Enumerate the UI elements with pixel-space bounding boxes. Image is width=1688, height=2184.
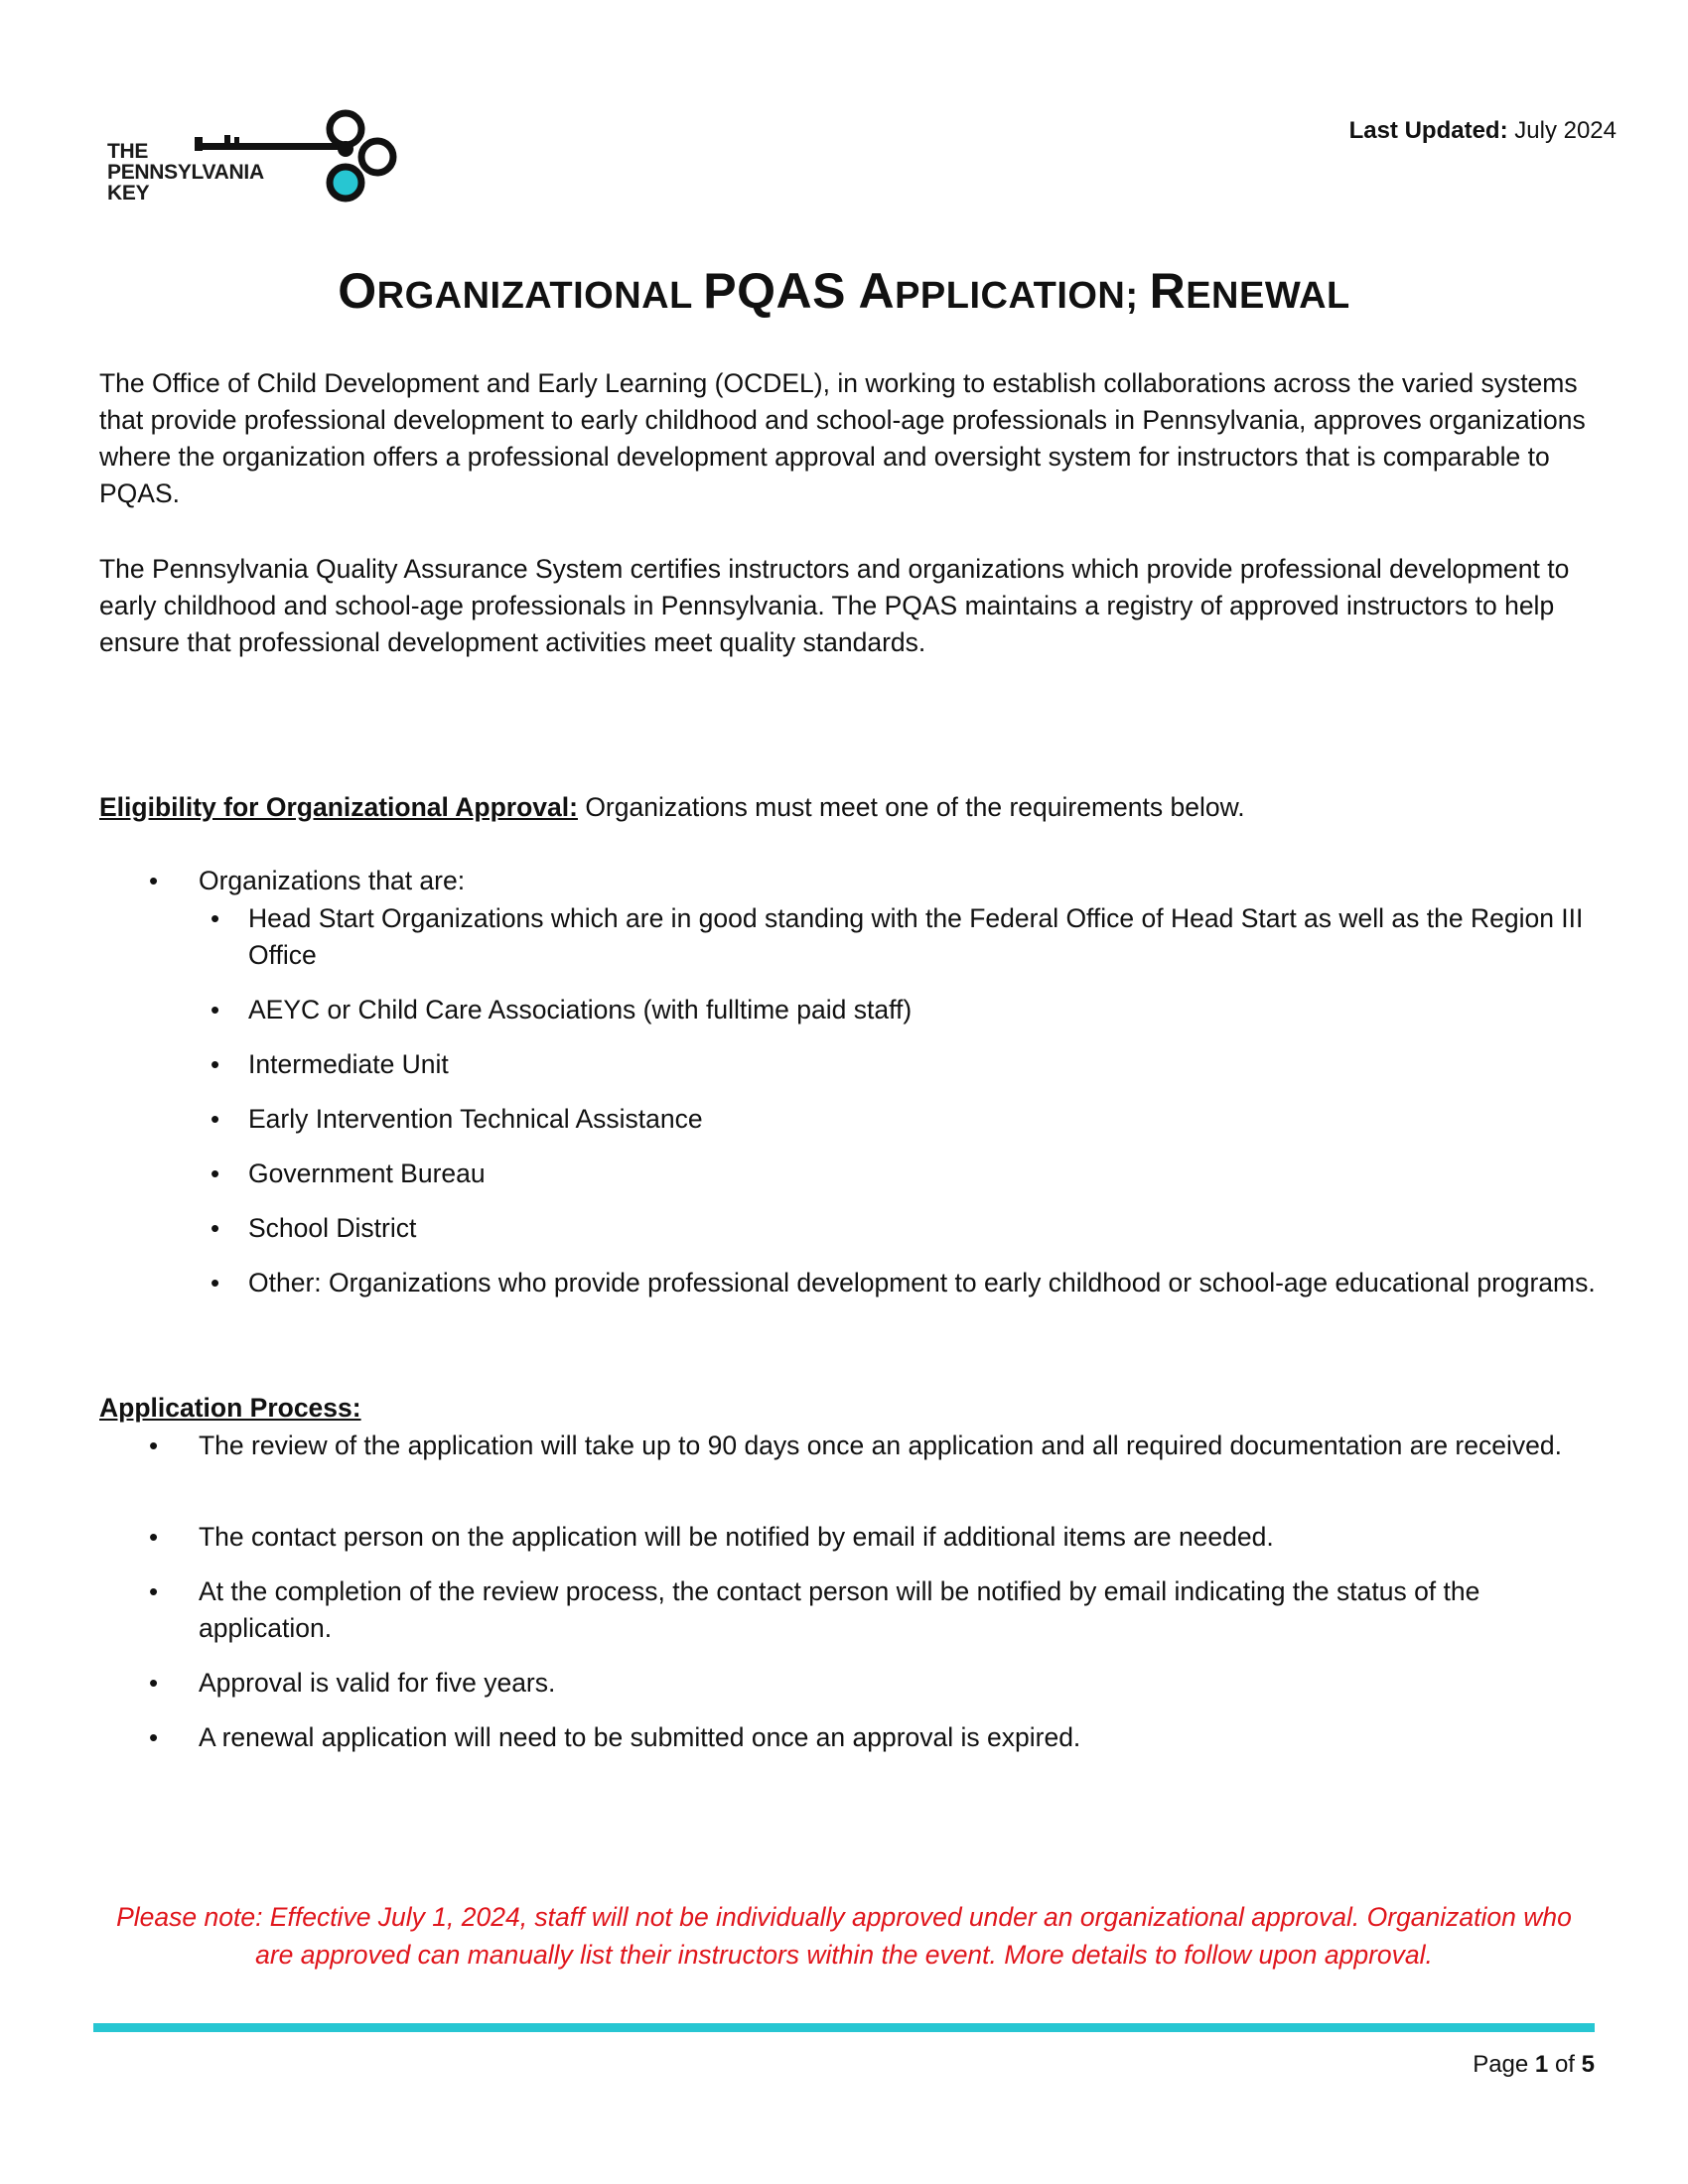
eligibility-text: Organizations must meet one of the requirements below. (577, 792, 1245, 822)
last-updated-value: July 2024 (1507, 117, 1617, 144)
logo-line-2: PENNSYLVANIA (107, 161, 264, 184)
eligibility-line (99, 789, 1628, 826)
pennsylvania-key-logo (107, 99, 405, 208)
logo-line-1: THE (107, 140, 149, 163)
bullet-icon (149, 1428, 189, 1464)
bullet-icon (211, 1046, 250, 1083)
effective-date-note (0, 1898, 1688, 1974)
bullet-icon (211, 1101, 250, 1138)
bullet-icon (211, 1210, 250, 1247)
bullet-icon (149, 1519, 189, 1556)
bullet-icon (211, 1156, 250, 1192)
logo-line-3: KEY (107, 182, 150, 205)
bullet-icon (211, 900, 250, 937)
bullet-icon (149, 1719, 189, 1756)
bullet-icon (149, 863, 189, 899)
intro-paragraph-1: The Office of Child Development and Early Learning (OCDEL), in working to establish collaborations across the varied systems that provide professional development to early childhood and school-age professionals in Pennsylvania, approves organizations where the organization offers a professional development approval and oversight system for instructors that is comparable to PQAS. (99, 368, 1586, 508)
page-number: Page 1 of 5 (1473, 2051, 1595, 2078)
process-heading: Application Process: (99, 1393, 361, 1423)
process-heading-line (99, 1390, 1628, 1427)
footer-divider (93, 2023, 1595, 2032)
bullet-icon (211, 992, 250, 1028)
last-updated-label: Last Updated: (1348, 117, 1508, 144)
eligibility-heading: Eligibility for Organizational Approval: (99, 792, 578, 822)
page-title: ORGANIZATIONAL PQAS APPLICATION; RENEWAL (338, 263, 1350, 319)
bullet-icon (149, 1665, 189, 1702)
bullet-icon (211, 1265, 250, 1301)
last-updated (1349, 117, 1617, 145)
bullet-icon (149, 1573, 189, 1610)
note-text: Please note: Effective July 1, 2024, staff will not be individually approved under an organizational approval. Organization who are approved can manually list their instructors within the event. More details to follow upon approval. (116, 1902, 1572, 1970)
intro-paragraph-2: The Pennsylvania Quality Assurance System certifies instructors and organizations which provide professional development to early childhood and school-age professionals in Pennsylvania. The PQAS maintains a registry of approved instructors to help ensure that professional development activities meet quality standards. (99, 554, 1570, 657)
